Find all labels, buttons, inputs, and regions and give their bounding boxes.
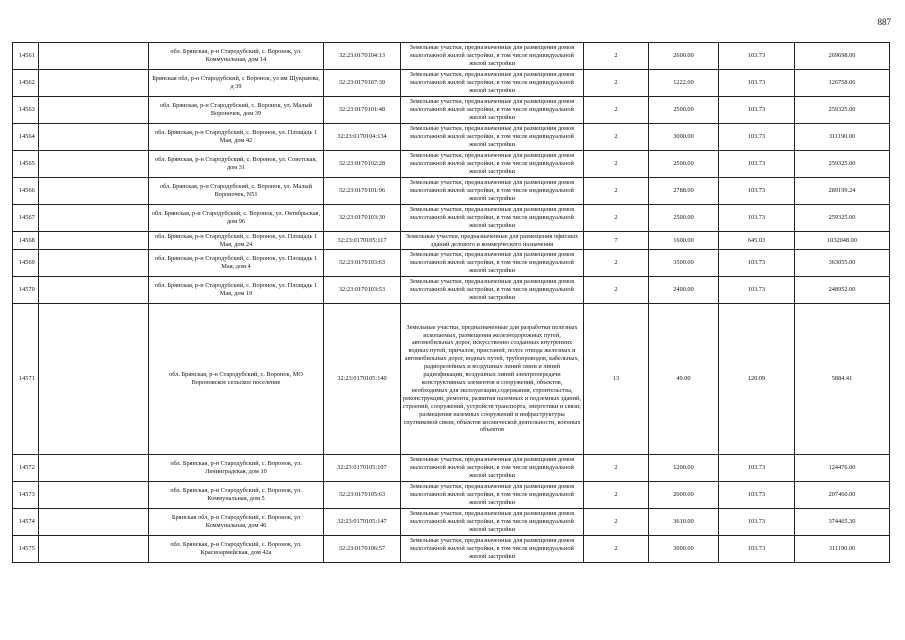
cadastral-value-cell: 259325.00 [795, 97, 890, 124]
usage-group-cell: 2 [584, 178, 649, 205]
table-row [13, 277, 890, 304]
specific-value-cell: 103.73 [719, 151, 795, 178]
area-cell: 3500.00 [649, 250, 719, 277]
cadastral-value-cell: 259325.00 [795, 205, 890, 232]
cadastral-value-cell: 311190.00 [795, 124, 890, 151]
table-row [13, 178, 890, 205]
specific-value-cell: 103.73 [719, 536, 795, 563]
area-cell: 1600.00 [649, 232, 719, 250]
address-cell: обл. Брянская, р-н Стародубский, с. Воронок, ул. Красноармейская, дом 42а [149, 536, 324, 563]
cadastral-number-cell: 32:23:0170104:134 [324, 124, 401, 151]
address-cell: обл. Брянская, р-н Стародубский, с. Воронок, ул. Октябрьская, дом 96 [149, 205, 324, 232]
usage-group-cell: 2 [584, 70, 649, 97]
usage-group-cell: 2 [584, 455, 649, 482]
cadastral-number-cell: 32:23:0170105:63 [324, 482, 401, 509]
cadastral-number-cell: 32:23:0170103:30 [324, 205, 401, 232]
land-use-cell: Земельные участки, предназначенные для размещения домов малоэтажной жилой застройки, в том числе индивидуальной жилой застройки [401, 43, 584, 70]
row-number-cell: 14567 [13, 205, 39, 232]
cadastral-value-cell: 126758.06 [795, 70, 890, 97]
row-number-cell: 14566 [13, 178, 39, 205]
table-row [13, 536, 890, 563]
specific-value-cell: 103.73 [719, 205, 795, 232]
specific-value-cell: 103.73 [719, 43, 795, 70]
row-number-cell: 14572 [13, 455, 39, 482]
blank-cell [39, 455, 149, 482]
land-use-cell: Земельные участки, предназначенные для разработки полезных ископаемых, размещения железнодорожных путей, автомобильных дорог, искусственно созданных внутренних водных путей, причалов, пристаней, полос отвода железных и автомобильных дорог, водных путей, трубопроводов, кабельных, радиорелейных и воздушных линий связи и линий радиофикации, воздушных линий электропередачи конструктивных элементов и сооружений, объектов, необходимых для эксплуатации,содержания, строительства, реконструкции, ремонта, развития наземных и подземных зданий, строений, сооружений, устройств транспорта, энергетики и связи; размещения наземных сооружений и инфраструктуры спутниковой связи, объектов космической деятельности, военных объектов [401, 304, 584, 455]
address-cell: обл. Брянская, р-н Стародубский, с. Воронок, ул. Малый Вороночек, дом 39 [149, 97, 324, 124]
cadastral-number-cell: 32:23:0170102:28 [324, 151, 401, 178]
area-cell: 2600.00 [649, 43, 719, 70]
cadastral-number-cell: 32:23:0170103:63 [324, 250, 401, 277]
address-cell: обл. Брянская, р-н Стародубский, с. Воронок, ул. Малый Вороночек, N51 [149, 178, 324, 205]
land-use-cell: Земельные участки, предназначенные для размещения домов малоэтажной жилой застройки, в том числе индивидуальной жилой застройки [401, 70, 584, 97]
usage-group-cell: 2 [584, 250, 649, 277]
specific-value-cell: 103.73 [719, 455, 795, 482]
land-use-cell: Земельные участки, предназначенные для размещения домов малоэтажной жилой застройки, в том числе индивидуальной жилой застройки [401, 536, 584, 563]
blank-cell [39, 43, 149, 70]
blank-cell [39, 124, 149, 151]
table-row [13, 43, 890, 70]
address-cell: обл. Брянская, р-н Стародубский, с. Воронок, ул. Ленинградская, дом 10 [149, 455, 324, 482]
address-cell: обл. Брянская, р-н Стародубский, с. Воронок, ул. Советская, дом 31 [149, 151, 324, 178]
table-row [13, 205, 890, 232]
usage-group-cell: 2 [584, 205, 649, 232]
land-use-cell: Земельные участки, предназначенные для размещения домов малоэтажной жилой застройки, в том числе индивидуальной жилой застройки [401, 178, 584, 205]
area-cell: 2500.00 [649, 97, 719, 124]
page-number: 887 [877, 17, 891, 27]
address-cell: Брянская обл, р-н Стародубский, с. Воронок, ул Коммунальная, дом 46 [149, 509, 324, 536]
blank-cell [39, 509, 149, 536]
land-use-cell: Земельные участки, предназначенные для размещения домов малоэтажной жилой застройки, в том числе индивидуальной жилой застройки [401, 205, 584, 232]
usage-group-cell: 2 [584, 124, 649, 151]
usage-group-cell: 2 [584, 277, 649, 304]
specific-value-cell: 120.09 [719, 304, 795, 455]
specific-value-cell: 103.73 [719, 509, 795, 536]
area-cell: 1222.00 [649, 70, 719, 97]
row-number-cell: 14575 [13, 536, 39, 563]
address-cell: обл. Брянская, р-н Стародубский, с. Воронок, ул. Коммунальная, дом 14 [149, 43, 324, 70]
usage-group-cell: 2 [584, 509, 649, 536]
cadastral-number-cell: 32:23:0170101:96 [324, 178, 401, 205]
land-use-cell: Земельные участки, предназначенные для размещения домов малоэтажной жилой застройки, в том числе индивидуальной жилой застройки [401, 455, 584, 482]
row-number-cell: 14563 [13, 97, 39, 124]
blank-cell [39, 151, 149, 178]
row-number-cell: 14574 [13, 509, 39, 536]
table-row [13, 97, 890, 124]
blank-cell [39, 232, 149, 250]
cadastral-number-cell: 32:23:0170105:117 [324, 232, 401, 250]
area-cell: 2400.00 [649, 277, 719, 304]
blank-cell [39, 277, 149, 304]
land-use-cell: Земельные участки, предназначенные для размещения домов малоэтажной жилой застройки, в том числе индивидуальной жилой застройки [401, 124, 584, 151]
cadastral-value-table [12, 42, 890, 563]
specific-value-cell: 103.73 [719, 250, 795, 277]
table-row [13, 304, 890, 455]
land-use-cell: Земельные участки, предназначенные для размещения домов малоэтажной жилой застройки, в том числе индивидуальной жилой застройки [401, 277, 584, 304]
address-cell: обл. Брянская, р-н Стародубский, с. Воронок, ул. Площадь 1 Мая, дом 4 [149, 250, 324, 277]
land-use-cell: Земельные участки, предназначенные для размещения домов малоэтажной жилой застройки, в том числе индивидуальной жилой застройки [401, 509, 584, 536]
table-row [13, 70, 890, 97]
address-cell: обл. Брянская, р-н Стародубский, с. Воронок, МО Вороновское сельское поселение [149, 304, 324, 455]
cadastral-value-cell: 259325.00 [795, 151, 890, 178]
table-row [13, 151, 890, 178]
specific-value-cell: 103.73 [719, 70, 795, 97]
blank-cell [39, 536, 149, 563]
land-use-cell: Земельные участки, предназначенные для размещения офисных зданий делового и коммерческого назначения [401, 232, 584, 250]
address-cell: Брянская обл, р-н Стародубский, с Воронок, ул им Щукраюва, д 39 [149, 70, 324, 97]
row-number-cell: 14573 [13, 482, 39, 509]
specific-value-cell: 103.73 [719, 277, 795, 304]
cadastral-number-cell: 32:23:0170105:140 [324, 304, 401, 455]
registry-sheet [12, 42, 889, 563]
cadastral-value-cell: 289199.24 [795, 178, 890, 205]
cadastral-value-cell: 207460.00 [795, 482, 890, 509]
table-row [13, 124, 890, 151]
blank-cell [39, 304, 149, 455]
cadastral-value-cell: 248952.00 [795, 277, 890, 304]
table-body [13, 43, 890, 563]
table-row [13, 509, 890, 536]
table-row [13, 482, 890, 509]
usage-group-cell: 2 [584, 151, 649, 178]
area-cell: 3000.00 [649, 536, 719, 563]
land-use-cell: Земельные участки, предназначенные для размещения домов малоэтажной жилой застройки, в том числе индивидуальной жилой застройки [401, 151, 584, 178]
land-use-cell: Земельные участки, предназначенные для размещения домов малоэтажной жилой застройки, в том числе индивидуальной жилой застройки [401, 482, 584, 509]
blank-cell [39, 97, 149, 124]
cadastral-value-cell: 269698.00 [795, 43, 890, 70]
specific-value-cell: 645.03 [719, 232, 795, 250]
table-row [13, 232, 890, 250]
cadastral-number-cell: 32:23:0170103:53 [324, 277, 401, 304]
specific-value-cell: 103.73 [719, 124, 795, 151]
row-number-cell: 14564 [13, 124, 39, 151]
row-number-cell: 14562 [13, 70, 39, 97]
specific-value-cell: 103.73 [719, 178, 795, 205]
cadastral-number-cell: 32:23:0170105:147 [324, 509, 401, 536]
cadastral-number-cell: 32:23:0170107:39 [324, 70, 401, 97]
usage-group-cell: 2 [584, 97, 649, 124]
area-cell: 2788.00 [649, 178, 719, 205]
area-cell: 2500.00 [649, 151, 719, 178]
row-number-cell: 14565 [13, 151, 39, 178]
table-row [13, 455, 890, 482]
cadastral-value-cell: 1032048.00 [795, 232, 890, 250]
usage-group-cell: 7 [584, 232, 649, 250]
cadastral-number-cell: 32:23:0170105:107 [324, 455, 401, 482]
area-cell: 2500.00 [649, 205, 719, 232]
specific-value-cell: 103.73 [719, 482, 795, 509]
usage-group-cell: 2 [584, 536, 649, 563]
cadastral-value-cell: 124476.00 [795, 455, 890, 482]
cadastral-value-cell: 363055.00 [795, 250, 890, 277]
usage-group-cell: 2 [584, 43, 649, 70]
row-number-cell: 14561 [13, 43, 39, 70]
area-cell: 1200.00 [649, 455, 719, 482]
row-number-cell: 14571 [13, 304, 39, 455]
area-cell: 3000.00 [649, 124, 719, 151]
address-cell: обл. Брянская, р-н Стародубский, с. Воронок, ул. Площадь 1 Мая, дом 19 [149, 277, 324, 304]
table-row [13, 250, 890, 277]
specific-value-cell: 103.73 [719, 97, 795, 124]
blank-cell [39, 70, 149, 97]
area-cell: 49.00 [649, 304, 719, 455]
cadastral-value-cell: 311190.00 [795, 536, 890, 563]
cadastral-number-cell: 32:23:0170106:57 [324, 536, 401, 563]
cadastral-value-cell: 5884.41 [795, 304, 890, 455]
cadastral-number-cell: 32:23:0170104:13 [324, 43, 401, 70]
land-use-cell: Земельные участки, предназначенные для размещения домов малоэтажной жилой застройки, в том числе индивидуальной жилой застройки [401, 97, 584, 124]
blank-cell [39, 250, 149, 277]
cadastral-number-cell: 32:23:0170101:48 [324, 97, 401, 124]
address-cell: обл. Брянская, р-н Стародубский, с. Воронок, ул. Площадь 1 Мая, дом 24 [149, 232, 324, 250]
blank-cell [39, 178, 149, 205]
address-cell: обл. Брянская, р-н Стародубский, с. Воронок, ул. Коммунальная, дом 5 [149, 482, 324, 509]
usage-group-cell: 13 [584, 304, 649, 455]
row-number-cell: 14568 [13, 232, 39, 250]
usage-group-cell: 2 [584, 482, 649, 509]
blank-cell [39, 482, 149, 509]
address-cell: обл. Брянская, р-н Стародубский, с. Воронок, ул. Площадь 1 Мая, дом 42 [149, 124, 324, 151]
row-number-cell: 14569 [13, 250, 39, 277]
row-number-cell: 14570 [13, 277, 39, 304]
blank-cell [39, 205, 149, 232]
area-cell: 2000.00 [649, 482, 719, 509]
area-cell: 3610.00 [649, 509, 719, 536]
cadastral-value-cell: 374465.30 [795, 509, 890, 536]
land-use-cell: Земельные участки, предназначенные для размещения домов малоэтажной жилой застройки, в том числе индивидуальной жилой застройки [401, 250, 584, 277]
